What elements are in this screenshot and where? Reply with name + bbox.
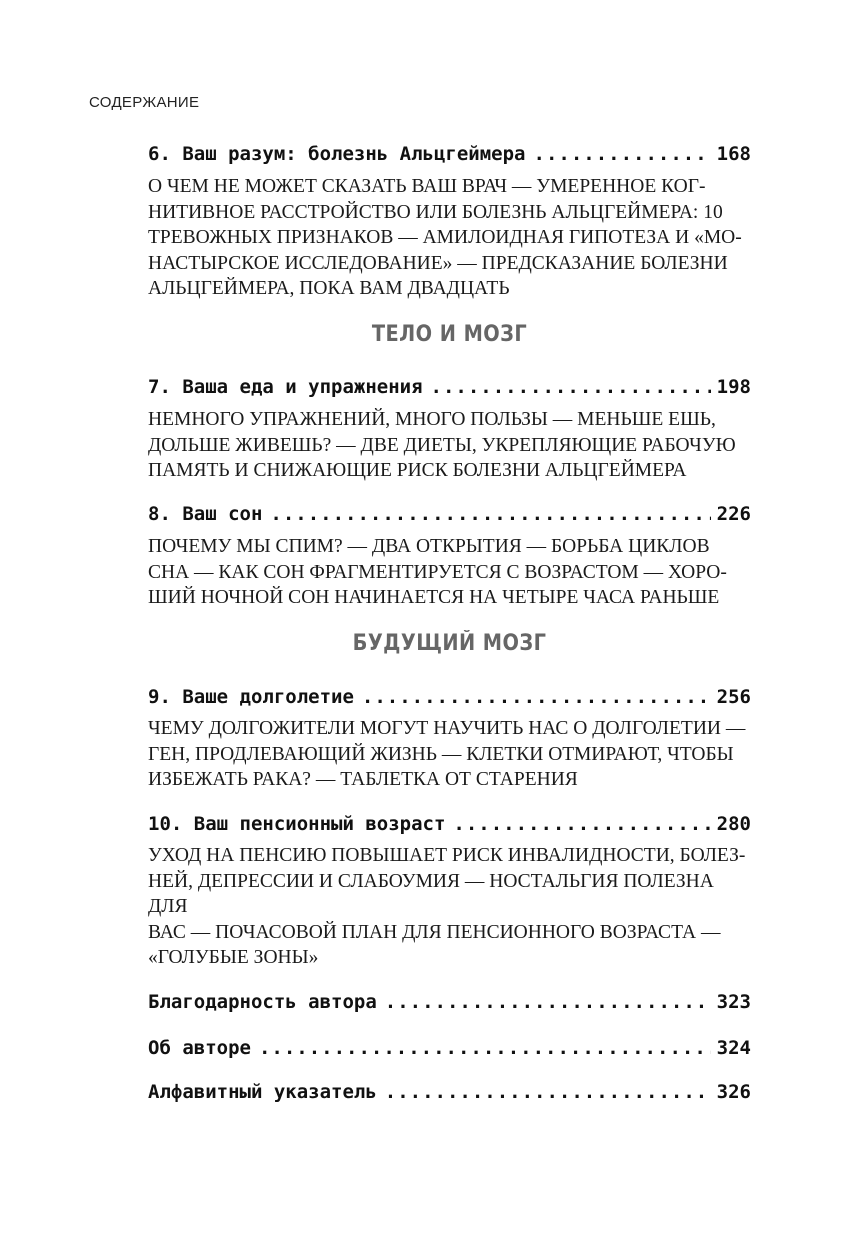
toc-entry-description (148, 174, 758, 302)
dot-leader (453, 813, 710, 835)
description-line: ИЗБЕЖАТЬ РАКА? — ТАБЛЕТКА ОТ СТАРЕНИЯ (148, 769, 578, 790)
toc-entry-page: 326 (716, 1081, 751, 1103)
description-line: ПАМЯТЬ И СНИЖАЮЩИЕ РИСК БОЛЕЗНИ АЛЬЦГЕЙМЕРА (148, 460, 687, 481)
toc-entry-title: Алфавитный указатель (148, 1081, 377, 1103)
description-line: НЕЙ, ДЕПРЕССИИ И СЛАБОУМИЯ — НОСТАЛЬГИЯ ПОЛЕЗНА ДЛЯ (148, 870, 714, 917)
toc-entry-description (148, 407, 758, 484)
toc-entry-page: 324 (716, 1037, 751, 1059)
running-head: СОДЕРЖАНИЕ (89, 94, 200, 111)
description-line: НЕМНОГО УПРАЖНЕНИЙ, МНОГО ПОЛЬЗЫ — МЕНЬШЕ ЕШЬ, (148, 409, 716, 430)
toc-entry-chapter-8[interactable] (148, 503, 751, 525)
dot-leader (259, 1037, 711, 1059)
description-line: ВАС — ПОЧАСОВОЙ ПЛАН ДЛЯ ПЕНСИОННОГО ВОЗРАСТА — (148, 921, 721, 943)
toc-entry-title: 9. Ваше долголетие (148, 686, 354, 708)
toc-entry-acknowledgements[interactable] (148, 991, 751, 1013)
toc-entry-title: 8. Ваш сон (148, 503, 263, 525)
description-line: АЛЬЦГЕЙМЕРА, ПОКА ВАМ ДВАДЦАТЬ (148, 278, 510, 299)
description-line: НИТИВНОЕ РАССТРОЙСТВО ИЛИ БОЛЕЗНЬ АЛЬЦГЕЙМЕРА: 10 (148, 201, 723, 223)
description-line: О ЧЕМ НЕ МОЖЕТ СКАЗАТЬ ВАШ ВРАЧ — УМЕРЕННОЕ КОГ- (148, 176, 706, 197)
toc-entry-description (148, 843, 758, 971)
toc-entry-title: 7. Ваша еда и упражнения (148, 376, 423, 398)
toc-entry-description (148, 716, 758, 793)
dot-leader (270, 503, 710, 525)
dot-leader (431, 376, 711, 398)
toc-entry-about-author[interactable] (148, 1037, 751, 1059)
toc-entry-title: 10. Ваш пенсионный возраст (148, 813, 446, 835)
description-line: СНА — КАК СОН ФРАГМЕНТИРУЕТСЯ С ВОЗРАСТОМ — ХОРО- (148, 561, 727, 583)
section-heading: БУДУЩИЙ МОЗГ (352, 631, 547, 656)
toc-entry-page: 256 (716, 686, 751, 708)
toc-entry-page: 226 (716, 503, 751, 525)
toc-entry-title: Благодарность автора (148, 991, 377, 1013)
dot-leader (385, 1081, 711, 1103)
toc-entry-title: Об авторе (148, 1037, 251, 1059)
section-heading: ТЕЛО И МОЗГ (371, 322, 528, 347)
toc-entry-page: 323 (716, 991, 751, 1013)
description-line: «ГОЛУБЫЕ ЗОНЫ» (148, 947, 319, 968)
toc-entry-chapter-6[interactable] (148, 143, 751, 165)
toc-entry-title: 6. Ваш разум: болезнь Альцгеймера (148, 143, 526, 165)
dot-leader (362, 686, 711, 708)
toc-entry-chapter-7[interactable] (148, 376, 751, 398)
toc-entry-chapter-9[interactable] (148, 686, 751, 708)
description-line: ТРЕВОЖНЫХ ПРИЗНАКОВ — АМИЛОИДНАЯ ГИПОТЕЗА И «МО- (148, 227, 742, 248)
toc-entry-page: 198 (716, 376, 751, 398)
toc-entry-page: 168 (716, 143, 751, 165)
description-line: НАСТЫРСКОЕ ИССЛЕДОВАНИЕ» — ПРЕДСКАЗАНИЕ БОЛЕЗНИ (148, 252, 728, 274)
toc-entry-page: 280 (716, 813, 751, 835)
description-line: ГЕН, ПРОДЛЕВАЮЩИЙ ЖИЗНЬ — КЛЕТКИ ОТМИРАЮТ, ЧТОБЫ (148, 743, 734, 765)
description-line: ДОЛЬШЕ ЖИВЕШЬ? — ДВЕ ДИЕТЫ, УКРЕПЛЯЮЩИЕ РАБОЧУЮ (148, 434, 736, 456)
toc-entry-chapter-10[interactable] (148, 813, 751, 835)
description-line: УХОД НА ПЕНСИЮ ПОВЫШАЕТ РИСК ИНВАЛИДНОСТИ, БОЛЕЗ- (148, 845, 746, 866)
description-line: ЧЕМУ ДОЛГОЖИТЕЛИ МОГУТ НАУЧИТЬ НАС О ДОЛГОЛЕТИИ — (148, 718, 746, 739)
dot-leader (534, 143, 711, 165)
dot-leader (385, 991, 711, 1013)
description-line: ПОЧЕМУ МЫ СПИМ? — ДВА ОТКРЫТИЯ — БОРЬБА ЦИКЛОВ (148, 536, 710, 557)
description-line: ШИЙ НОЧНОЙ СОН НАЧИНАЕТСЯ НА ЧЕТЫРЕ ЧАСА РАНЬШЕ (148, 587, 720, 608)
toc-entry-description (148, 534, 758, 611)
toc-entry-index[interactable] (148, 1081, 751, 1103)
